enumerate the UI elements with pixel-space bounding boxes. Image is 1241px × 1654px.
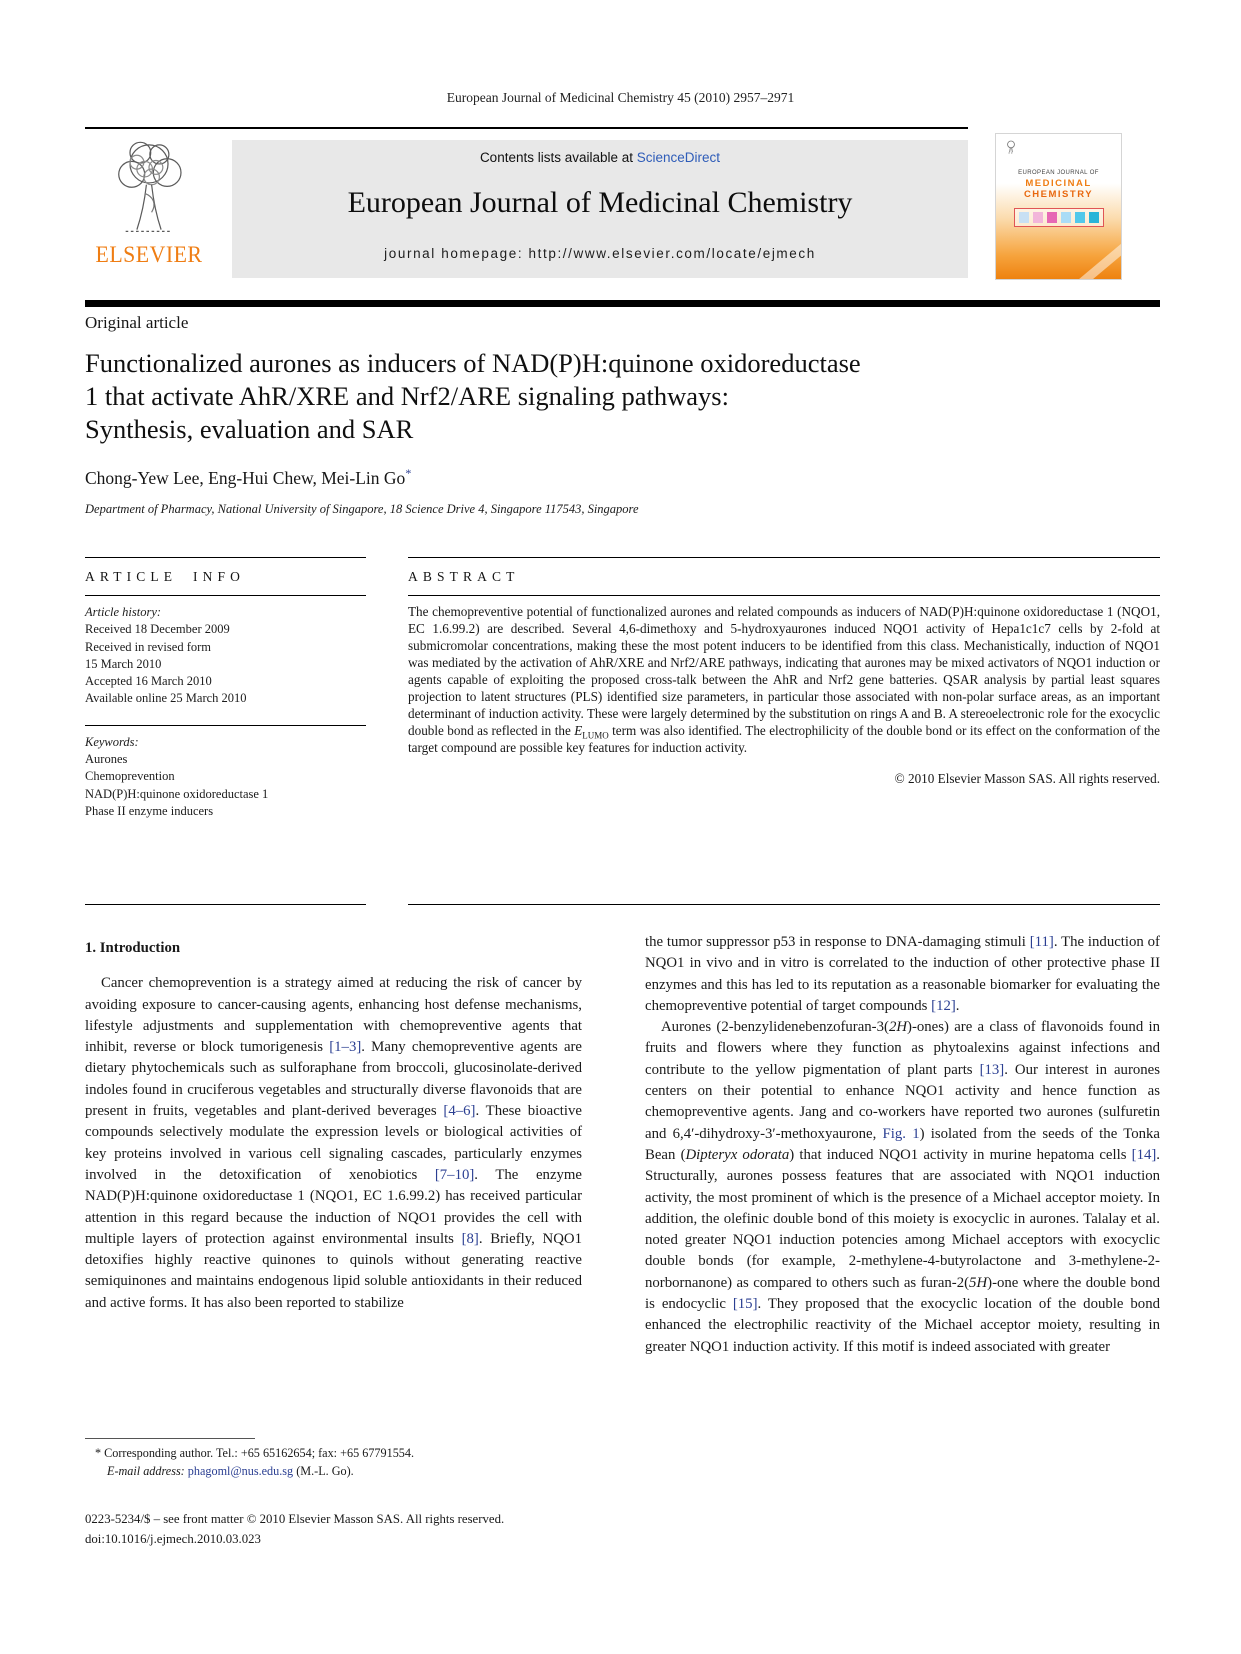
text-segment: Dipteryx odorata <box>685 1146 790 1163</box>
citation-1-3[interactable]: [1–3] <box>329 1039 362 1056</box>
text-segment: )-one where the double bond is endocyclic <box>645 1274 1160 1313</box>
abstract-copyright: © 2010 Elsevier Masson SAS. All rights reserved. <box>894 770 1160 786</box>
footnote-email-line <box>85 1462 590 1480</box>
text-segment: Corresponding author. Tel.: +65 65162654; fax: +65 67791554. <box>104 1446 415 1460</box>
keyword-item: Chemoprevention <box>85 769 175 784</box>
text-segment: Cancer chemoprevention is a strategy aimed at reducing the risk of cancer by avoiding exposure to cancer-causing agents, enhancing host defense mechanisms, lifestyle adjustments and supplementation with chemopreventive agents that inhibit, reverse or block tumorigenesis <box>85 975 582 1056</box>
body-paragraph-continuation <box>645 932 1160 1017</box>
text-segment: 5H <box>969 1274 988 1291</box>
text-segment: . Our interest in aurones centers on their potential to enhance NQO1 activity and hence function as chemopreventive agents. Jang and co-workers have reported two aurones (sulfuretin and 6,4′-dihydroxy-3′-methoxyaurone, <box>645 1061 1161 1142</box>
article-history-block <box>85 604 366 708</box>
cover-title-line2: CHEMISTRY <box>1023 189 1094 200</box>
journal-cover-thumbnail <box>995 133 1122 280</box>
text-segment: )-ones) are a class of flavonoids found in fruits and flowers where they function as phytoalexins against infections and contribute to the yellow pigmentation of plant parts <box>645 1019 1160 1078</box>
cover-compound-swatch <box>1089 212 1099 223</box>
abstract-text <box>408 604 1160 757</box>
keywords-list <box>85 751 366 820</box>
body-left-column <box>85 932 582 1314</box>
cover-journal-name-small: EUROPEAN JOURNAL OF <box>1018 170 1099 176</box>
citation-14[interactable]: [14] <box>1131 1146 1157 1163</box>
figure-1-link[interactable]: Fig. 1 <box>882 1125 920 1142</box>
article-history-item: Received in revised form <box>85 639 211 654</box>
cover-compound-swatch <box>1047 212 1057 223</box>
text-segment: Aurones (2-benzylidenebenzofuran-3( <box>661 1019 889 1036</box>
intro-paragraph <box>85 973 582 1314</box>
text-segment: E <box>574 722 583 738</box>
cover-compound-strip <box>1014 208 1104 227</box>
corresponding-author-asterisk[interactable]: * <box>405 466 412 480</box>
article-info-heading-rule <box>85 595 366 596</box>
text-segment: . The induction of NQO1 in vivo and in vitro is correlated to the induction of other protective phase II enzymes and this has led to its reputation as a reasonable biomarker for evaluating the chemopreventive potential of target compounds <box>645 934 1160 1014</box>
text-segment: (M.-L. Go). <box>293 1464 354 1478</box>
article-history-item: Accepted 16 March 2010 <box>85 674 212 689</box>
citation-7-10[interactable]: [7–10] <box>434 1166 475 1183</box>
article-title-line: Synthesis, evaluation and SAR <box>85 414 414 444</box>
footnote-marker: * <box>95 1446 105 1460</box>
elsevier-logo <box>88 138 210 278</box>
text-segment: LUMO <box>582 730 609 741</box>
article-title-line: 1 that activate AhR/XRE and Nrf2/ARE signaling pathways: <box>85 381 729 411</box>
article-history-label: Article history: <box>85 605 162 619</box>
cover-title-line1: MEDICINAL <box>1025 178 1092 189</box>
keyword-item: Phase II enzyme inducers <box>85 803 214 818</box>
author-names: Chong-Yew Lee, Eng-Hui Chew, Mei-Lin Go <box>85 467 406 488</box>
masthead-banner <box>232 140 968 278</box>
text-segment: The chemopreventive potential of functionalized aurones and related compounds as inducers of NAD(P)H:quinone oxidoreductase 1 (NQO1, EC 1.6.99.2) are described. Several 4,6-dimethoxy and 5-hydroxyaurones induced NQO1 activity of Hepa1c1c7 cells by 2-fold at submicromolar concentrations, making these the most potent inducers to be identified from this class. Mechanistically, induction of NQO1 was mediated by the activation of AhR/XRE and Nrf2/ARE pathways, indicating that aurones may be mixed activators of NQO1 induction or agents capable of exploiting the proposed cross-talk between the AhR and Nrf2 gene batteries. QSAR analysis by partial least squares projection to latent structures (PLS) identified size parameters, in particular those associated with non-polar surface areas, as an important determinant of induction activity. These were largely determined by the substitution on rings A and B. A stereoelectronic role for the exocyclic double bond as reflected in the <box>408 604 1160 738</box>
text-segment: E-mail address: <box>107 1464 188 1478</box>
footnote-block <box>85 1438 590 1480</box>
footnote-corresponding-author <box>85 1444 590 1462</box>
abstract-panel <box>408 557 1160 905</box>
elsevier-tree-icon <box>96 138 202 240</box>
cover-diagonal-ribbon <box>1067 237 1122 280</box>
text-segment: . <box>955 997 960 1014</box>
contents-line-prefix: Contents lists available at <box>479 150 637 165</box>
text-segment: . They proposed that the exocyclic location of the double bond enhanced the electrophilic reactivity of the Michael acceptor moiety, resulting in greater NQO1 induction activity. If this motif is indeed associated with greater <box>645 1296 1160 1355</box>
article-history-item: 15 March 2010 <box>85 656 162 671</box>
body-right-column <box>645 932 1160 1358</box>
elsevier-wordmark: ELSEVIER <box>95 242 203 267</box>
footnote-rule <box>85 1438 255 1439</box>
article-history-item: Available online 25 March 2010 <box>85 691 247 706</box>
abstract-heading: ABSTRACT <box>408 569 520 584</box>
text-segment: term was also identified. The electrophilicity of the double bond or its effect on the conformation of the target compound are possible key features for induction activity. <box>408 722 1160 755</box>
cover-compound-swatch <box>1019 212 1029 223</box>
citation-11[interactable]: [11] <box>1029 934 1054 950</box>
article-history-item: Received 18 December 2009 <box>85 622 230 637</box>
text-segment: . These bioactive compounds selectively modulate the expression levels or biological activities of key proteins involved in various cell signaling cascades, particularly enzymes involved in the detoxification of xenobiotics <box>85 1103 582 1183</box>
footer-issn-line: 0223-5234/$ – see front matter © 2010 Elsevier Masson SAS. All rights reserved. <box>85 1512 505 1526</box>
article-history-list <box>85 621 366 707</box>
article-title-line: Functionalized aurones as inducers of NAD(P)H:quinone oxidoreductase <box>85 348 861 378</box>
masthead-top-rule <box>85 127 968 129</box>
body-paragraph-aurones <box>645 1017 1160 1358</box>
citation-12[interactable]: [12] <box>931 997 956 1014</box>
intro-heading: 1. Introduction <box>85 940 181 956</box>
text-segment: the tumor suppressor p53 in response to DNA-damaging stimuli <box>645 934 1030 950</box>
keywords-label: Keywords: <box>85 734 139 749</box>
article-type-label: Original article <box>85 313 189 332</box>
cover-compound-swatch <box>1061 212 1071 223</box>
contents-line <box>232 150 968 165</box>
text-segment: . Briefly, NQO1 detoxifies highly reactive quinones to quinols without generating reactive semiquinones and maintains endogenous lipid soluble antioxidants in their reduced and active forms. It has also been reported to stabilize <box>85 1230 582 1311</box>
article-info-panel <box>85 557 366 905</box>
journal-homepage-link[interactable]: journal homepage: http://www.elsevier.com/locate/ejmech <box>384 246 816 261</box>
citation-8[interactable]: [8] <box>461 1230 479 1247</box>
text-segment: . The enzyme NAD(P)H:quinone oxidoreductase 1 (NQO1, EC 1.6.99.2) has received particular attention in this regard because the induction of NQO1 provides the cell with multiple layers of protection against environmental insults <box>85 1166 582 1247</box>
article-title <box>85 347 1045 446</box>
sciencedirect-link[interactable]: ScienceDirect <box>636 150 721 165</box>
abstract-heading-rule <box>408 595 1160 596</box>
section-divider-bar <box>85 300 1160 307</box>
citation-13[interactable]: [13] <box>979 1061 1005 1078</box>
affiliation: Department of Pharmacy, National University of Singapore, 18 Science Drive 4, Singapore 117543, Singapore <box>85 502 639 516</box>
text-segment: . Many chemopreventive agents are dietary phytochemicals such as sulforaphane from broccoli, glucosinolate-derived indoles found in cruciferous vegetables and structurally diverse flavonoids that are present in fruits, vegetables and plant-derived beverages <box>85 1039 583 1120</box>
keyword-item: Aurones <box>85 752 128 767</box>
text-segment: 2H <box>888 1019 908 1036</box>
running-head-citation: European Journal of Medicinal Chemistry 45 (2010) 2957–2971 <box>446 90 795 105</box>
cover-elsevier-mini-logo-icon <box>1005 140 1017 154</box>
footer-doi-line: doi:10.1016/j.ejmech.2010.03.023 <box>85 1531 261 1546</box>
article-info-heading: ARTICLE INFO <box>85 569 246 584</box>
authors-line <box>85 466 411 489</box>
journal-title: European Journal of Medicinal Chemistry <box>347 186 853 219</box>
footer-block <box>85 1510 504 1549</box>
text-segment: ) isolated from the seeds of the Tonka Bean ( <box>645 1125 1160 1163</box>
citation-4-6[interactable]: [4–6] <box>443 1103 476 1120</box>
citation-15[interactable]: [15] <box>732 1296 758 1313</box>
email-link[interactable]: phagoml@nus.edu.sg <box>187 1464 294 1478</box>
keyword-item: NAD(P)H:quinone oxidoreductase 1 <box>85 786 269 801</box>
cover-compound-swatch <box>1075 212 1085 223</box>
cover-compound-swatch <box>1033 212 1043 223</box>
text-segment: . Structurally, aurones possess features that are associated with NQO1 induction activity, the most prominent of which is the presence of a Michael acceptor moiety. In addition, the olefinic double bond of this moiety is exocyclic in aurones. Talalay et al. noted greater NQO1 induction potencies among Michael acceptors with exocyclic double bonds (for example, 2-methylene-4-butyrolactone and 3-methylene-2-norbornanone) as compared to others such as furan-2( <box>645 1146 1160 1291</box>
text-segment: ) that induced NQO1 activity in murine hepatoma cells <box>789 1146 1132 1163</box>
keywords-block <box>85 734 366 820</box>
keywords-divider-rule <box>85 725 366 726</box>
